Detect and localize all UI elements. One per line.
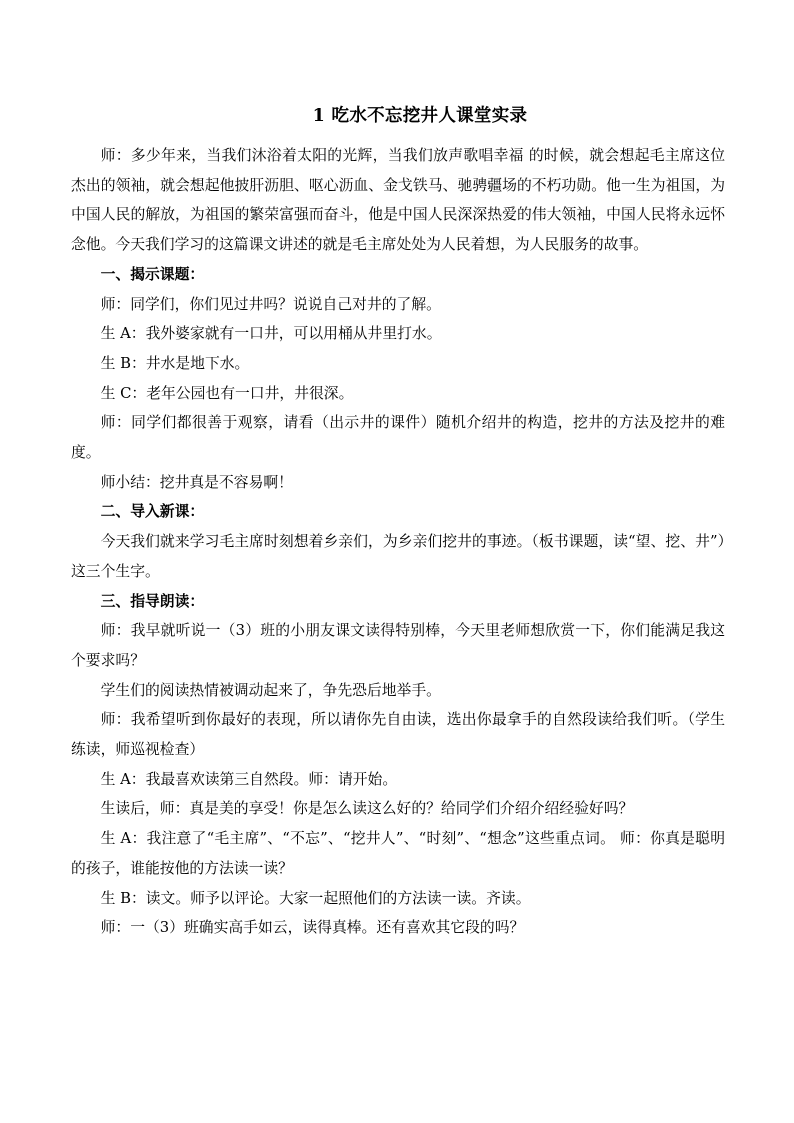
section-heading-3: 三、指导朗读： <box>100 592 205 610</box>
paragraph: 师：一（3）班确实高手如云，读得真棒。还有喜欢其它段的吗？ <box>100 919 525 937</box>
document-body <box>71 141 725 943</box>
section-heading-1: 一、揭示课题： <box>100 265 205 283</box>
paragraph: 生 B：井水是地下水。 <box>100 354 250 372</box>
paragraph: 师：同学们，你们见过井吗？说说自己对井的了解。 <box>100 295 441 313</box>
paragraph-intro: 师：多少年来，当我们沐浴着太阳的光辉，当我们放声歌唱幸福 的时候，就会想起毛主席这位杰出的领袖，就会想起他披肝沥胆、呕心沥血、金戈铁马、驰骋疆场的不朽功勋。他一生为祖国，为中国人民的解放，为祖国的繁荣富强而奋斗，他是中国人民深深热爱的伟大领袖，中国人民将永远怀念他。今天我们学习的这篇课文讲述的就是毛主席处处为人民着想，为人民服务的故事。 <box>71 147 725 254</box>
document-title: 1 吃水不忘挖井人课堂实录 <box>312 106 528 126</box>
paragraph: 生 A：我外婆家就有一口井，可以用桶从井里打水。 <box>100 325 442 343</box>
section-heading-2: 二、导入新课： <box>100 503 205 521</box>
paragraph: 生 B：读文。师予以评论。大家一起照他们的方法读一读。齐读。 <box>100 889 531 907</box>
paragraph: 生 A：我注意了“毛主席”、“不忘”、“挖井人”、“时刻”、“想念”这些重点词。 师：你真是聪明的孩子，谁能按他的方法读一读？ <box>71 830 725 877</box>
paragraph: 今天我们就来学习毛主席时刻想着乡亲们，为乡亲们挖井的事迹。（板书课题，读“望、挖、井”）这三个生字。 <box>71 533 725 580</box>
paragraph: 生 A：我最喜欢读第三自然段。师：请开始。 <box>100 770 398 788</box>
paragraph: 师小结：挖井真是不容易啊！ <box>100 473 293 491</box>
paragraph: 生 C：老年公园也有一口井，井很深。 <box>100 384 354 402</box>
paragraph: 生读后，师：真是美的享受！你是怎么读这么好的？给同学们介绍介绍经验好吗？ <box>100 800 634 818</box>
paragraph: 师：我早就听说一（3）班的小朋友课文读得特别棒，今天里老师想欣赏一下，你们能满足我这个要求吗？ <box>71 622 725 669</box>
paragraph: 学生们的阅读热情被调动起来了，争先恐后地举手。 <box>100 681 441 699</box>
paragraph: 师：同学们都很善于观察，请看（出示井的课件）随机介绍井的构造，挖井的方法及挖井的难度。 <box>71 414 725 462</box>
paragraph: 师：我希望听到你最好的表现，所以请你先自由读，选出你最拿手的自然段读给我们听。（学生练读，师巡视检查） <box>71 711 725 759</box>
